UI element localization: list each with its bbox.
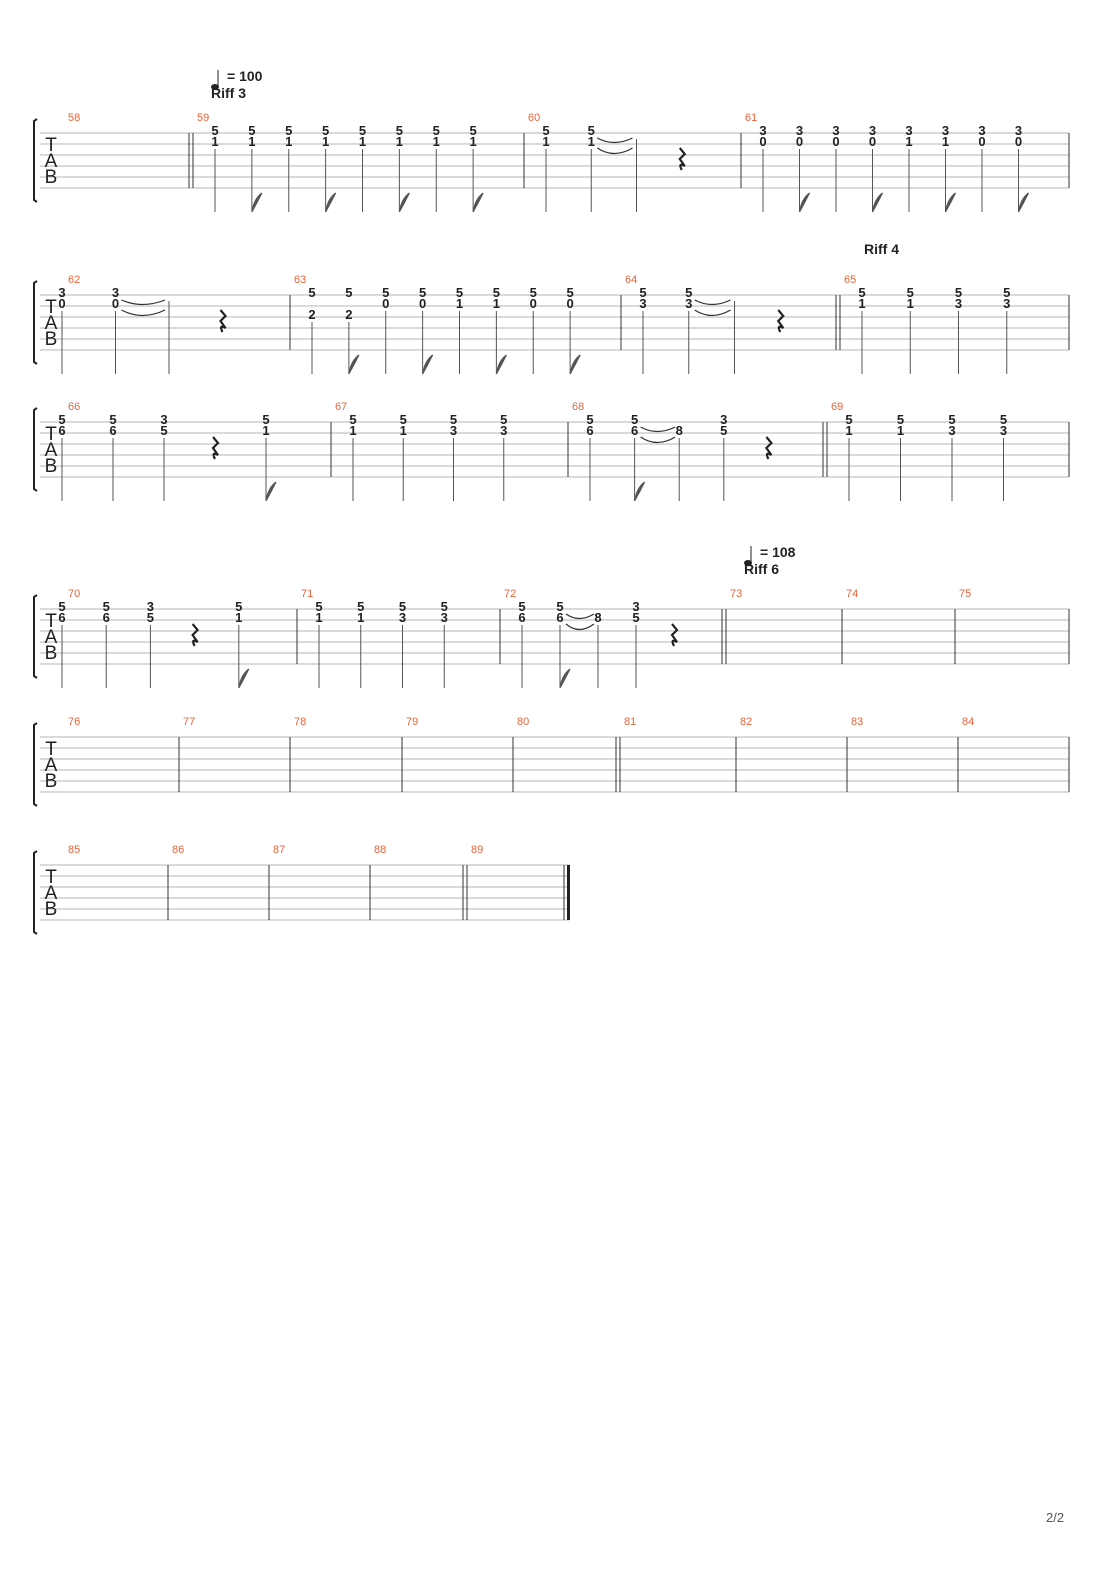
measure-number: 89	[471, 844, 484, 856]
fret-number: 6	[58, 423, 66, 438]
measure-number: 79	[406, 716, 419, 728]
tab-letter: T	[45, 867, 57, 888]
fret-number: 5	[345, 285, 353, 300]
fret-number: 6	[58, 610, 66, 625]
fret-number: 5	[469, 123, 477, 138]
fret-number: 5	[109, 412, 117, 427]
fret-number: 1	[285, 134, 293, 149]
tab-letter: T	[45, 739, 57, 760]
fret-number: 5	[518, 599, 526, 614]
measure-number: 69	[831, 401, 844, 413]
fret-number: 3	[685, 296, 693, 311]
fret-number: 5	[720, 423, 728, 438]
measure-number: 58	[68, 112, 81, 124]
fret-number: 6	[556, 610, 564, 625]
tab-letter: B	[44, 329, 58, 350]
fret-number: 0	[1014, 134, 1023, 149]
fret-number: 5	[529, 285, 537, 300]
measure-number: 62	[68, 274, 81, 286]
fret-number: 0	[795, 134, 804, 149]
measure-number: 59	[197, 112, 210, 124]
tie-arc	[122, 310, 166, 316]
measure-number: 83	[851, 716, 864, 728]
tie-arc	[695, 300, 731, 305]
fret-number: 5	[262, 412, 270, 427]
measure-number: 60	[528, 112, 541, 124]
fret-number: 3	[795, 123, 804, 138]
eighth-flag	[252, 193, 262, 212]
system-bracket	[34, 595, 37, 678]
fret-number: 3	[1003, 296, 1011, 311]
fret-number: 1	[492, 296, 500, 311]
fret-number: 5	[58, 412, 66, 427]
quarter-rest	[680, 148, 685, 170]
fret-number: 1	[262, 423, 270, 438]
measure-number: 87	[273, 844, 286, 856]
fret-number: 6	[109, 423, 117, 438]
fret-number: 5	[308, 285, 316, 300]
fret-number: 5	[542, 123, 550, 138]
tab-letter: A	[44, 151, 58, 172]
quarter-rest	[672, 624, 677, 646]
tab-letter: B	[44, 899, 58, 920]
fret-number: 5	[211, 123, 219, 138]
tab-letter: T	[45, 297, 57, 318]
fret-number: 5	[248, 123, 256, 138]
fret-number: 5	[1003, 285, 1011, 300]
fret-number: 0	[832, 134, 840, 149]
tie-arc	[566, 614, 594, 619]
fret-number: 0	[978, 134, 986, 149]
fret-number: 5	[398, 599, 407, 614]
eighth-flag	[239, 669, 249, 688]
fret-number: 5	[896, 412, 905, 427]
eighth-flag	[423, 355, 433, 374]
measure-number: 72	[504, 588, 517, 600]
measure-number: 78	[294, 716, 307, 728]
fret-number: 3	[759, 123, 767, 138]
tab-letter: A	[44, 755, 58, 776]
eighth-flag	[1019, 193, 1029, 212]
fret-number: 0	[868, 134, 877, 149]
fret-number: 0	[58, 296, 66, 311]
fret-number: 3	[868, 123, 877, 138]
fret-number: 5	[315, 599, 323, 614]
fret-number: 5	[999, 412, 1008, 427]
riff-label: Riff 3	[211, 85, 246, 101]
eighth-flag	[473, 193, 483, 212]
fret-number: 0	[529, 296, 537, 311]
final-barline	[567, 865, 570, 920]
fret-number: 5	[235, 599, 243, 614]
measure-number: 70	[68, 588, 81, 600]
fret-number: 1	[845, 423, 853, 438]
quarter-rest	[221, 310, 226, 332]
fret-number: 3	[978, 123, 986, 138]
tie-arc	[597, 148, 632, 154]
fret-number: 1	[349, 423, 357, 438]
fret-number: 3	[941, 123, 950, 138]
quarter-rest	[213, 437, 218, 459]
fret-number: 5	[449, 412, 458, 427]
tab-letter: B	[44, 643, 58, 664]
fret-number: 1	[322, 134, 330, 149]
fret-number: 5	[858, 285, 866, 300]
fret-number: 0	[566, 296, 574, 311]
tab-letter: A	[44, 440, 58, 461]
fret-number: 5	[630, 412, 639, 427]
system-bracket	[34, 408, 37, 491]
fret-number: 5	[160, 423, 168, 438]
fret-number: 5	[954, 285, 963, 300]
fret-number: 5	[358, 123, 367, 138]
measure-number: 65	[844, 274, 857, 286]
tie-arc	[695, 310, 731, 316]
fret-number: 6	[518, 610, 526, 625]
measure-number: 71	[301, 588, 314, 600]
fret-number: 5	[906, 285, 914, 300]
fret-number: 3	[832, 123, 840, 138]
fret-number: 1	[905, 134, 913, 149]
fret-number: 5	[845, 412, 853, 427]
fret-number: 3	[720, 412, 728, 427]
measure-number: 80	[517, 716, 530, 728]
system-bracket	[34, 851, 37, 934]
fret-number: 6	[586, 423, 594, 438]
tab-letter: A	[44, 627, 58, 648]
fret-number: 3	[146, 599, 155, 614]
measure-number: 75	[959, 588, 972, 600]
fret-number: 3	[1014, 123, 1023, 138]
fret-number: 1	[542, 134, 550, 149]
fret-number: 5	[357, 599, 365, 614]
fret-number: 5	[492, 285, 500, 300]
fret-number: 3	[905, 123, 913, 138]
measure-number: 66	[68, 401, 81, 413]
fret-number: 1	[211, 134, 219, 149]
measure-number: 61	[745, 112, 758, 124]
fret-number: 5	[102, 599, 110, 614]
fret-number: 5	[566, 285, 574, 300]
riff-label: Riff 4	[864, 241, 899, 257]
tab-letter: A	[44, 313, 58, 334]
fret-number: 5	[685, 285, 693, 300]
fret-number: 1	[455, 296, 464, 311]
fret-number: 2	[308, 307, 316, 322]
tie-arc	[597, 138, 632, 143]
fret-number: 5	[349, 412, 357, 427]
fret-number: 5	[399, 412, 407, 427]
fret-number: 1	[358, 134, 367, 149]
tie-arc	[641, 437, 676, 443]
fret-number: 3	[500, 423, 508, 438]
fret-number: 5	[382, 285, 390, 300]
fret-number: 0	[111, 296, 120, 311]
page-number: 2/2	[1046, 1510, 1065, 1525]
tab-letter: T	[45, 135, 57, 156]
fret-number: 1	[896, 423, 905, 438]
measure-number: 84	[962, 716, 975, 728]
eighth-flag	[635, 482, 645, 501]
fret-number: 1	[587, 134, 595, 149]
fret-number: 1	[858, 296, 866, 311]
fret-number: 5	[500, 412, 508, 427]
fret-number: 5	[322, 123, 330, 138]
fret-number: 5	[146, 610, 155, 625]
system-bracket	[34, 723, 37, 806]
fret-number: 5	[639, 285, 647, 300]
fret-number: 5	[948, 412, 956, 427]
fret-number: 3	[954, 296, 963, 311]
fret-number: 3	[632, 599, 640, 614]
fret-number: 5	[419, 285, 427, 300]
measure-number: 74	[846, 588, 859, 600]
quarter-rest	[766, 437, 771, 459]
eighth-flag	[399, 193, 409, 212]
tab-letter: B	[44, 456, 58, 477]
tab-letter: A	[44, 883, 58, 904]
tab-letter: B	[44, 771, 58, 792]
fret-number: 0	[382, 296, 390, 311]
eighth-flag	[496, 355, 506, 374]
fret-number: 1	[399, 423, 407, 438]
fret-number: 3	[58, 285, 66, 300]
fret-number: 5	[455, 285, 464, 300]
fret-number: 6	[102, 610, 110, 625]
tie-arc	[641, 427, 676, 432]
tempo-bpm: = 108	[760, 544, 796, 560]
tie-arc	[122, 300, 166, 305]
eighth-flag	[326, 193, 336, 212]
system-bracket	[34, 281, 37, 364]
fret-number: 6	[630, 423, 639, 438]
fret-number: 0	[759, 134, 767, 149]
system-bracket	[34, 119, 37, 202]
measure-number: 86	[172, 844, 185, 856]
fret-number: 8	[594, 610, 602, 625]
fret-number: 5	[440, 599, 448, 614]
fret-number: 8	[675, 423, 683, 438]
measure-number: 85	[68, 844, 81, 856]
fret-number: 5	[632, 610, 640, 625]
measure-number: 73	[730, 588, 743, 600]
fret-number: 3	[440, 610, 448, 625]
fret-number: 3	[639, 296, 647, 311]
eighth-flag	[800, 193, 810, 212]
fret-number: 5	[58, 599, 66, 614]
fret-number: 3	[398, 610, 407, 625]
fret-number: 1	[248, 134, 256, 149]
fret-number: 0	[419, 296, 427, 311]
fret-number: 1	[432, 134, 440, 149]
measure-number: 68	[572, 401, 585, 413]
fret-number: 1	[315, 610, 323, 625]
eighth-flag	[349, 355, 359, 374]
measure-number: 77	[183, 716, 196, 728]
eighth-flag	[946, 193, 956, 212]
measure-number: 76	[68, 716, 81, 728]
fret-number: 1	[906, 296, 914, 311]
quarter-rest	[778, 310, 783, 332]
fret-number: 5	[586, 412, 594, 427]
eighth-flag	[873, 193, 883, 212]
measure-number: 64	[625, 274, 638, 286]
fret-number: 5	[556, 599, 564, 614]
measure-number: 88	[374, 844, 387, 856]
measure-number: 81	[624, 716, 637, 728]
tab-letter: T	[45, 611, 57, 632]
measure-number: 63	[294, 274, 307, 286]
tab-letter: B	[44, 167, 58, 188]
eighth-flag	[560, 669, 570, 688]
eighth-flag	[266, 482, 276, 501]
tie-arc	[566, 624, 594, 630]
fret-number: 1	[941, 134, 950, 149]
fret-number: 3	[160, 412, 168, 427]
eighth-flag	[570, 355, 580, 374]
fret-number: 3	[449, 423, 458, 438]
fret-number: 1	[357, 610, 365, 625]
measure-number: 67	[335, 401, 348, 413]
riff-label: Riff 6	[744, 561, 779, 577]
fret-number: 5	[432, 123, 440, 138]
fret-number: 1	[469, 134, 477, 149]
fret-number: 1	[235, 610, 243, 625]
fret-number: 1	[395, 134, 403, 149]
fret-number: 3	[999, 423, 1008, 438]
tab-letter: T	[45, 424, 57, 445]
fret-number: 5	[587, 123, 595, 138]
measure-number: 82	[740, 716, 753, 728]
fret-number: 3	[948, 423, 956, 438]
fret-number: 5	[285, 123, 293, 138]
fret-number: 3	[111, 285, 120, 300]
fret-number: 2	[345, 307, 353, 322]
quarter-rest	[193, 624, 198, 646]
tempo-bpm: = 100	[227, 68, 263, 84]
fret-number: 5	[395, 123, 403, 138]
